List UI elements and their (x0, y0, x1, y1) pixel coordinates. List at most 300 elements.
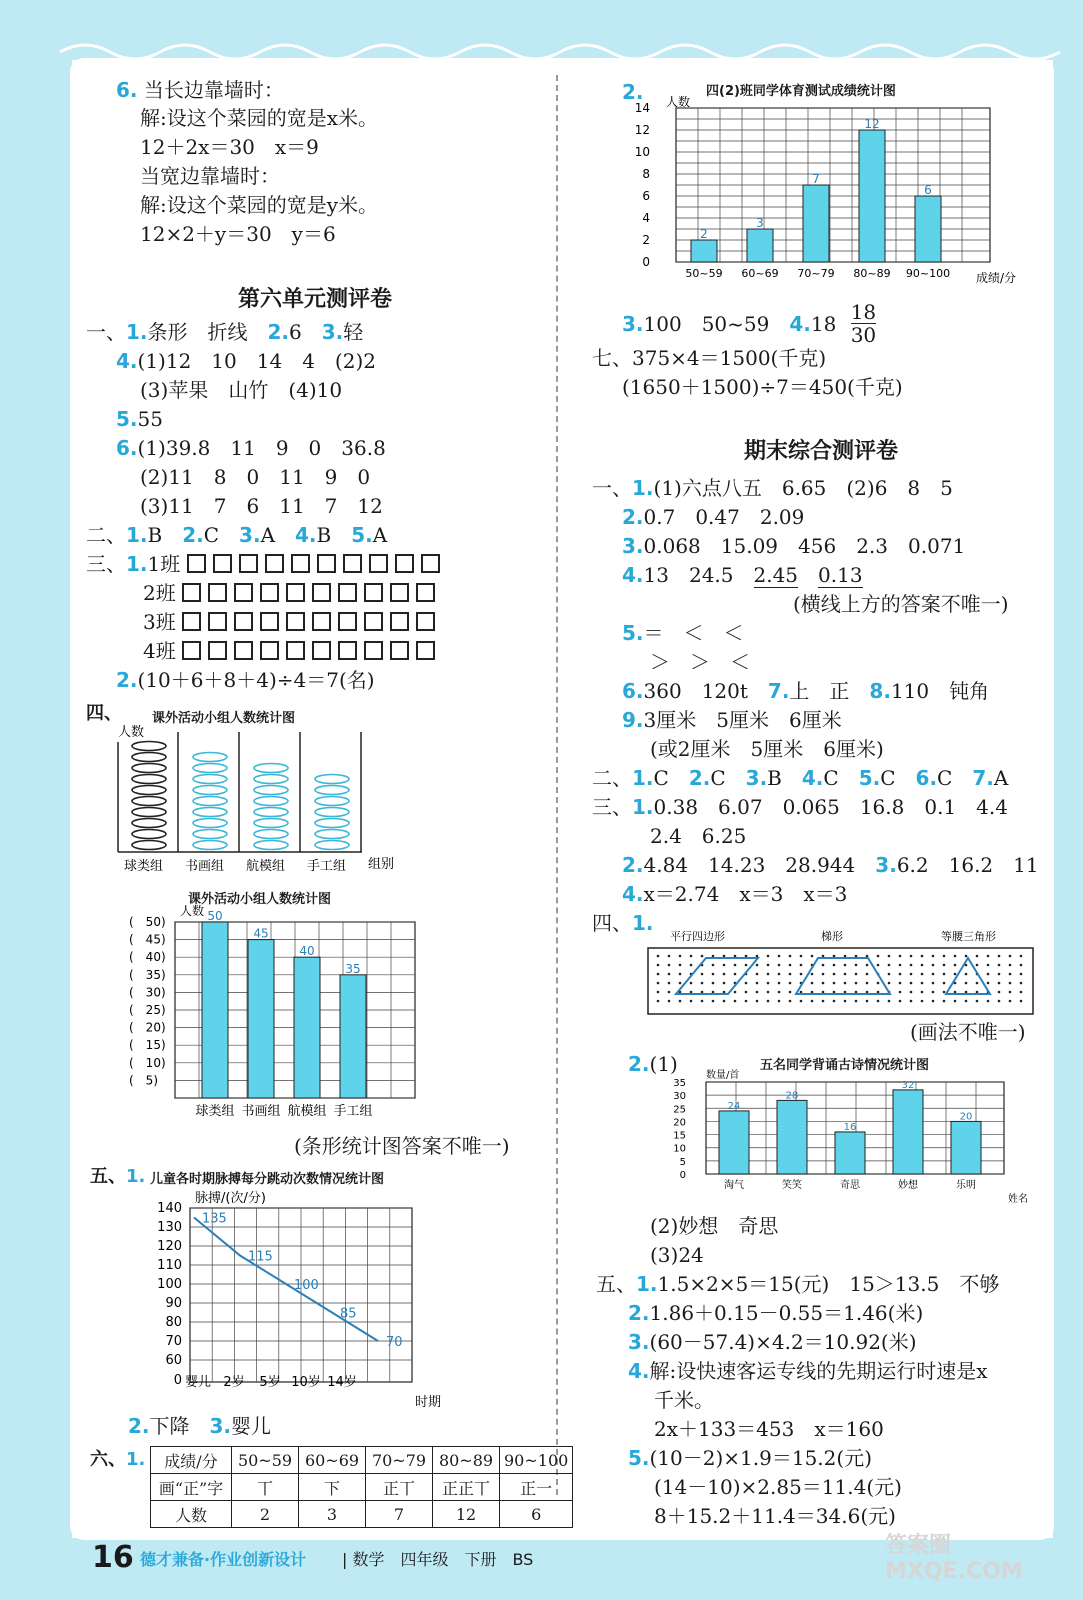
category-label: 笑笑 (782, 1180, 802, 1191)
y-tick-label: 14 (634, 101, 650, 115)
pulse-line-chart (150, 1188, 480, 1408)
table-cell: 正一 (500, 1474, 573, 1501)
grid-dot (844, 973, 847, 976)
y-tick-label: 120 (157, 1239, 182, 1254)
grid-dot (734, 1000, 737, 1003)
table-cell: 12 (433, 1501, 500, 1528)
pictograph-category: 航模组 (246, 859, 286, 874)
grid-dot (811, 973, 814, 976)
pictograph-ellipse (193, 775, 227, 784)
grid-dot (998, 991, 1001, 994)
pictograph-xlabel: 组别 (368, 857, 395, 872)
grid-dot (712, 1000, 715, 1003)
bar3-xlabel: 姓名 (1008, 1194, 1028, 1205)
f3-q4: 4.x＝2.74 x＝3 x＝3 (622, 882, 848, 906)
pictograph-ellipse (315, 841, 349, 850)
pictograph-ellipse (254, 808, 288, 817)
grid-dot (976, 982, 979, 985)
table-cell: 3 (299, 1501, 366, 1528)
y-tick-label: ( 20) (129, 1020, 166, 1035)
pictograph-category: 手工组 (307, 859, 347, 874)
grid-dot (690, 964, 693, 967)
grid-dot (932, 982, 935, 985)
grid-dot (778, 1000, 781, 1003)
grid-dot (811, 991, 814, 994)
pictograph-ellipse (193, 819, 227, 828)
poem-chart-title: 五名同学背诵古诗情况统计图 (760, 1058, 930, 1073)
y-tick-label: 80 (165, 1315, 182, 1330)
grid-dot (899, 964, 902, 967)
grid-dot (954, 964, 957, 967)
footer-brand: 德才兼备·作业创新设计 (140, 1550, 307, 1569)
f1-q1: 一、1.(1)六点八五 6.65 (2)6 8 5 (592, 476, 953, 500)
grid-dot (734, 973, 737, 976)
bar-value-label: 32 (901, 1079, 915, 1091)
point-value-label: 100 (294, 1278, 319, 1293)
s1-line1: 一、1.条形 折线 2.6 3.轻 (86, 320, 364, 344)
bar (294, 957, 320, 1098)
y-tick-label: 0 (173, 1373, 182, 1388)
grid-dot (844, 982, 847, 985)
grid-dot (899, 982, 902, 985)
grid-dot (734, 991, 737, 994)
grid-dot (668, 991, 671, 994)
f5-q2: 2.1.86＋0.15－0.55＝1.46(米) (628, 1301, 924, 1325)
pictograph-ellipse (193, 764, 227, 773)
grid-dot (844, 1000, 847, 1003)
grid-dot (855, 964, 858, 967)
y-tick-label: 20 (673, 1117, 686, 1129)
pictograph-ellipse (132, 775, 166, 784)
grid-dot (745, 982, 748, 985)
f1-q5a: 5.＝ ＜ ＜ (622, 621, 744, 645)
bar-value-label: 50 (207, 909, 223, 923)
pictograph-ellipse (315, 808, 349, 817)
table-cell: 70~79 (366, 1447, 433, 1474)
y-tick-label: ( 50) (129, 915, 166, 929)
pictograph-ellipse (315, 786, 349, 795)
pictograph-ellipse (132, 753, 166, 762)
grid-dot (668, 982, 671, 985)
y-tick-label: 10 (673, 1143, 686, 1155)
s5-q2q3: 2.下降 3.婴儿 (128, 1414, 272, 1438)
f5-q5a: 5.(10－2)×1.9＝15.2(元) (628, 1446, 872, 1470)
grid-dot (866, 955, 869, 958)
tally-table (150, 1446, 573, 1528)
grid-dot (800, 991, 803, 994)
grid-dot (943, 991, 946, 994)
y-tick-label: 10 (634, 145, 650, 159)
grid-dot (877, 1000, 880, 1003)
grid-dot (712, 973, 715, 976)
table-cell: 7 (366, 1501, 433, 1528)
grid-dot (866, 973, 869, 976)
pictograph-ellipse (132, 841, 166, 850)
s1-q6b: (2)11 8 0 11 9 0 (140, 465, 371, 489)
table-cell: 成绩/分 (151, 1447, 232, 1474)
page-frame-right (1053, 0, 1083, 1600)
grid-dot (833, 955, 836, 958)
s5-label: 五、1. (90, 1166, 146, 1187)
f3-q2q3: 2.4.84 14.23 28.944 3.6.2 16.2 11 (622, 853, 1039, 877)
y-tick-label: 5 (679, 1156, 686, 1168)
grid-dot (1009, 991, 1012, 994)
y-tick-label: ( 30) (129, 985, 166, 1000)
grid-dot (723, 964, 726, 967)
bar1-ylabel: 人数 (180, 904, 205, 918)
footer-subject: | 数学 四年级 下册 BS (342, 1550, 534, 1569)
s1-q6a: 6.(1)39.8 11 9 0 36.8 (116, 436, 386, 460)
grid-dot (778, 982, 781, 985)
grid-dot (943, 964, 946, 967)
watermark: 答案圈 MXQE.COM (885, 1533, 1023, 1584)
grid-dot (778, 973, 781, 976)
grid-dot (998, 973, 1001, 976)
pictograph-ellipse (193, 797, 227, 806)
grid-dot (1020, 964, 1023, 967)
grid-dot (822, 1000, 825, 1003)
bar-value-label: 40 (299, 944, 315, 959)
pe-chart-title: 四(2)班同学体育测试成绩统计图 (706, 84, 896, 99)
grid-dot (833, 991, 836, 994)
grid-dot (1009, 973, 1012, 976)
pictograph-ellipse (132, 764, 166, 773)
grid-dot (877, 955, 880, 958)
line-chart-title: 儿童各时期脉搏每分跳动次数情况统计图 (150, 1172, 385, 1187)
dot-grid-shapes (646, 928, 1036, 1018)
pictograph-ellipse (132, 830, 166, 839)
grid-dot (844, 964, 847, 967)
grid-dot (833, 982, 836, 985)
y-tick-label: ( 45) (129, 932, 166, 947)
grid-dot (701, 991, 704, 994)
pictograph-ellipse (254, 764, 288, 773)
bar (248, 940, 274, 1098)
bar-value-label: 28 (785, 1090, 799, 1102)
f3-q1b: 2.4 6.25 (650, 824, 747, 848)
s1-q4: 4.(1)12 10 14 4 (2)2 (116, 349, 376, 373)
grid-dot (657, 964, 660, 967)
grid-dot (921, 973, 924, 976)
y-tick-label: 70 (165, 1334, 182, 1349)
grid-dot (668, 964, 671, 967)
s1-q5: 5.55 (116, 407, 163, 431)
grid-dot (723, 982, 726, 985)
bar-value-label: 24 (727, 1100, 741, 1112)
y-tick-label: 110 (157, 1258, 182, 1273)
pictograph-ellipse (315, 775, 349, 784)
f5-q4c: 2x＋133＝453 x＝160 (654, 1417, 884, 1441)
category-label: 婴儿 (184, 1375, 212, 1390)
grid-dot (987, 955, 990, 958)
bar (340, 975, 366, 1098)
grid-dot (679, 955, 682, 958)
f1-q9a: 9.3厘米 5厘米 6厘米 (622, 708, 842, 732)
grid-dot (679, 973, 682, 976)
y-tick-label: 100 (157, 1277, 182, 1292)
fraction: $\frac{18}{30}$ (850, 300, 877, 347)
grid-dot (855, 955, 858, 958)
grid-dot (866, 964, 869, 967)
category-label: 2岁 (223, 1375, 245, 1390)
grid-dot (888, 973, 891, 976)
grid-dot (987, 973, 990, 976)
grid-dot (954, 1000, 957, 1003)
bar-value-label: 12 (864, 117, 880, 131)
grid-dot (855, 973, 858, 976)
grid-dot (734, 964, 737, 967)
point-value-label: 70 (386, 1335, 403, 1350)
grid-dot (789, 973, 792, 976)
grid-dot (657, 991, 660, 994)
grid-dot (811, 1000, 814, 1003)
bar-value-label: 3 (756, 216, 764, 230)
table-cell: 60~69 (299, 1447, 366, 1474)
f2-line: 二、1.C 2.C 3.B 4.C 5.C 6.C 7.A (592, 766, 1009, 790)
grid-dot (976, 1000, 979, 1003)
grid-dot (976, 964, 979, 967)
grid-dot (767, 955, 770, 958)
bar-value-label: 2 (700, 227, 708, 241)
grid-dot (789, 991, 792, 994)
f4-q1: 四、1. (592, 911, 654, 935)
bar (893, 1090, 923, 1174)
grid-dot (778, 964, 781, 967)
s4-label: 四、 (86, 703, 122, 724)
grid-dot (657, 955, 660, 958)
chart1-title: 课外活动小组人数统计图 (152, 711, 296, 726)
grid-dot (679, 964, 682, 967)
y-tick-label: 4 (642, 211, 650, 225)
pictograph-ellipse (254, 797, 288, 806)
grid-dot (712, 982, 715, 985)
y-tick-label: 90 (165, 1296, 182, 1311)
grid-dot (877, 991, 880, 994)
point-value-label: 85 (340, 1306, 357, 1322)
grid-dot (1009, 964, 1012, 967)
grid-dot (998, 982, 1001, 985)
s6-label: 六、1. (90, 1449, 146, 1470)
grid-dot (745, 955, 748, 958)
grid-dot (1020, 973, 1023, 976)
bar-value-label: 6 (924, 183, 932, 197)
grid-dot (723, 1000, 726, 1003)
pictograph-ylabel: 人数 (118, 725, 145, 740)
s1-q4b: (3)苹果 山竹 (4)10 (140, 378, 343, 402)
grid-dot (932, 1000, 935, 1003)
grid-dot (756, 964, 759, 967)
unit6-title: 第六单元测评卷 (238, 287, 393, 312)
q6-line5: 解:设这个菜园的宽是y米。 (140, 193, 379, 217)
grid-dot (690, 1000, 693, 1003)
grid-dot (778, 955, 781, 958)
y-tick-label: 140 (157, 1201, 182, 1216)
f5-q4b: 千米。 (654, 1388, 714, 1412)
y-tick-label: 8 (642, 167, 650, 181)
grid-dot (1009, 982, 1012, 985)
f1-q4-note: (横线上方的答案不唯一) (793, 592, 1009, 616)
grid-dot (723, 955, 726, 958)
grid-dot (712, 991, 715, 994)
pictograph-ellipse (193, 841, 227, 850)
grid-dot (756, 955, 759, 958)
y-tick-label: ( 35) (129, 967, 166, 982)
bar (719, 1111, 749, 1174)
grid-dot (811, 982, 814, 985)
grid-dot (965, 955, 968, 958)
grid-dot (822, 982, 825, 985)
grid-dot (932, 955, 935, 958)
bar2-xlabel: 成绩/分 (976, 271, 1017, 285)
f5-q5b: (14－10)×2.85＝11.4(元) (654, 1475, 902, 1499)
y-tick-label: 15 (673, 1130, 686, 1142)
grid-dot (899, 973, 902, 976)
grid-dot (976, 955, 979, 958)
table-cell: 人数 (151, 1501, 232, 1528)
final-title: 期末综合测评卷 (744, 439, 899, 464)
category-label: 手工组 (333, 1104, 373, 1119)
grid-dot (778, 991, 781, 994)
grid-dot (1020, 955, 1023, 958)
grid-dot (690, 991, 693, 994)
grid-dot (789, 955, 792, 958)
y-tick-label: ( 10) (129, 1055, 166, 1070)
f1-q9b: (或2厘米 5厘米 6厘米) (650, 737, 884, 761)
grid-dot (910, 955, 913, 958)
pictograph-ellipse (254, 841, 288, 850)
grid-dot (965, 982, 968, 985)
category-label: 乐明 (956, 1180, 976, 1191)
grid-dot (888, 955, 891, 958)
bar (747, 229, 773, 262)
grid-dot (976, 991, 979, 994)
poem-bar-chart (673, 1068, 1036, 1208)
pictograph-ellipse (132, 819, 166, 828)
category-label: 14岁 (327, 1375, 357, 1390)
grid-dot (668, 1000, 671, 1003)
grid-dot (756, 982, 759, 985)
f5-q1: 五、1.1.5×2×5＝15(元) 15＞13.5 不够 (596, 1272, 1000, 1296)
bar-value-label: 35 (345, 961, 361, 976)
tally-mark-row (151, 1474, 573, 1501)
pictograph-ellipse (132, 797, 166, 806)
y-tick-label: 0 (642, 255, 650, 269)
grid-dot (800, 964, 803, 967)
s3-row1: 三、1.1班 (86, 550, 447, 578)
s3-row3: 3班 (143, 608, 442, 636)
grid-dot (888, 982, 891, 985)
pictograph-ellipse (254, 819, 288, 828)
grid-dot (998, 955, 1001, 958)
grid-dot (690, 982, 693, 985)
pictograph-category: 球类组 (124, 859, 164, 874)
s2-line: 二、1.B 2.C 3.A 4.B 5.A (86, 523, 388, 547)
grid-dot (800, 955, 803, 958)
category-label: 50~59 (685, 267, 723, 280)
category-label: 60~69 (741, 267, 779, 280)
grid-dot (811, 955, 814, 958)
r-s7-l2: (1650＋1500)÷7＝450(千克) (622, 375, 903, 399)
grid-dot (833, 1000, 836, 1003)
top-wave-decoration (60, 30, 1060, 70)
grid-dot (855, 991, 858, 994)
grid-dot (921, 991, 924, 994)
y-tick-label: 35 (673, 1078, 686, 1089)
f1-q3: 3.0.068 15.09 456 2.3 0.071 (622, 534, 966, 558)
grid-dot (932, 973, 935, 976)
grid-dot (767, 964, 770, 967)
pictograph-ellipse (193, 808, 227, 817)
grid-dot (690, 955, 693, 958)
f5-q5c: 8＋15.2＋11.4＝34.6(元) (654, 1504, 896, 1528)
y-tick-label: 0 (679, 1170, 686, 1181)
s4-note: (条形统计图答案不唯一) (294, 1134, 510, 1158)
grid-dot (1020, 1000, 1023, 1003)
bar (691, 240, 717, 262)
grid-dot (866, 991, 869, 994)
grid-dot (932, 991, 935, 994)
pictograph-ellipse (315, 819, 349, 828)
grid-dot (943, 955, 946, 958)
s3-q2: 2.(10＋6＋8＋4)÷4＝7(名) (116, 668, 375, 692)
grid-dot (965, 991, 968, 994)
r-q2-num: 2. (622, 80, 644, 104)
y-tick-label: ( 25) (129, 1003, 166, 1017)
table-cell: 80~89 (433, 1447, 500, 1474)
category-label: 航模组 (287, 1104, 327, 1119)
grid-dot (701, 982, 704, 985)
grid-dot (789, 964, 792, 967)
category-label: 球类组 (195, 1104, 235, 1119)
y-tick-label: 30 (673, 1091, 686, 1103)
category-label: 淘气 (724, 1180, 744, 1191)
point-value-label: 115 (248, 1249, 273, 1265)
y-tick-label: 6 (642, 189, 650, 203)
y-tick-label: ( 15) (129, 1038, 166, 1053)
grid-dot (822, 991, 825, 994)
f1-q6q8: 6.360 120t 7.上 正 8.110 钝角 (622, 679, 990, 703)
grid-dot (734, 955, 737, 958)
pictograph-ellipse (254, 830, 288, 839)
grid-dot (877, 964, 880, 967)
pictograph-ellipse (132, 786, 166, 795)
grid-dot (712, 964, 715, 967)
grid-dot (1009, 1000, 1012, 1003)
grid-dot (701, 973, 704, 976)
pictograph-ellipse (254, 786, 288, 795)
grid-dot (965, 973, 968, 976)
series-line (194, 1218, 378, 1342)
category-label: 5岁 (259, 1375, 281, 1390)
grid-dot (679, 982, 682, 985)
grid-dot (745, 964, 748, 967)
grid-dot (943, 1000, 946, 1003)
shape-label-parallelogram: 平行四边形 (670, 930, 725, 943)
category-label: 妙想 (898, 1180, 918, 1191)
grid-dot (657, 982, 660, 985)
category-label: 70~79 (797, 267, 835, 280)
grid-dot (800, 1000, 803, 1003)
table-cell: 正正丅 (433, 1474, 500, 1501)
grid-dot (888, 1000, 891, 1003)
grid-dot (723, 973, 726, 976)
f4-p3: (3)24 (650, 1243, 704, 1267)
grid-dot (789, 1000, 792, 1003)
grid-dot (800, 973, 803, 976)
grid-dot (844, 955, 847, 958)
grid-dot (679, 1000, 682, 1003)
grid-dot (723, 991, 726, 994)
